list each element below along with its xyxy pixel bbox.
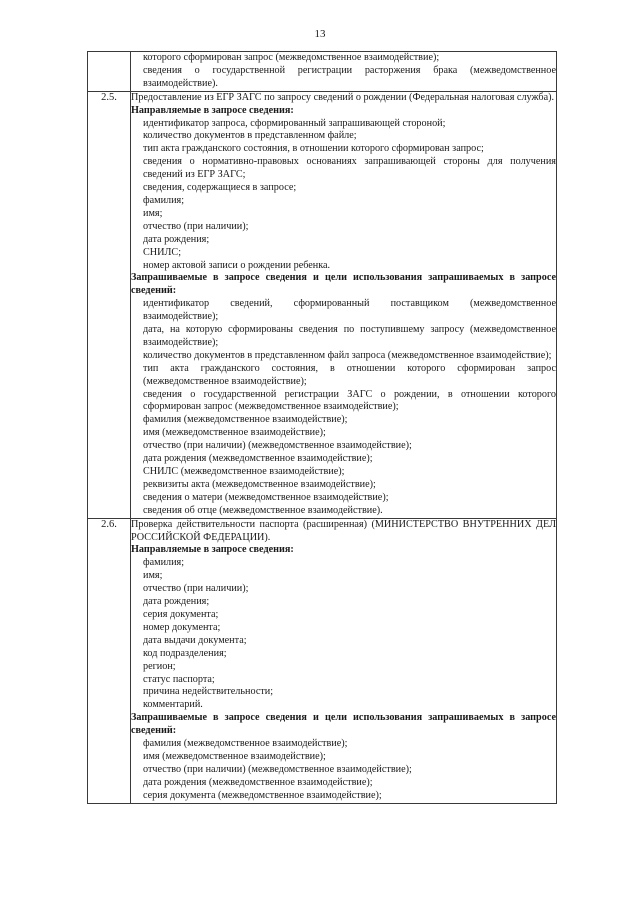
list-item: имя (межведомственное взаимодействие); [143, 427, 326, 439]
list-item: номер актовой записи о рождении ребенка. [143, 259, 331, 271]
list-item: дата рождения; [143, 233, 210, 245]
table-row [88, 52, 557, 92]
section-heading: Направляемые в запросе сведения: [131, 104, 294, 116]
list-item: СНИЛС (межведомственное взаимодействие); [143, 466, 345, 477]
list-item: которого сформирован запрос (межведомственное взаимодействие); [143, 52, 440, 63]
row-content-cell [131, 518, 557, 803]
row-number-cell [88, 52, 131, 92]
list-item: сведения о нормативно-правовых основаниях запрашивающей стороны для получения сведений из ЕГР ЗАГС; [143, 156, 556, 181]
row-number: 2.6. [101, 518, 117, 530]
row-content-cell [131, 91, 557, 518]
list-item: Предоставление из ЕГР ЗАГС по запросу сведений о рождении (Федеральная налоговая служба). [131, 91, 555, 103]
list-item: реквизиты акта (межведомственное взаимодействие); [143, 478, 376, 490]
list-item: количество документов в представленном файл запроса (межведомственное взаимодействие); [143, 349, 552, 361]
list-item: имя; [143, 207, 163, 219]
list-item: отчество (при наличии) (межведомственное взаимодействие); [143, 763, 412, 775]
section-heading: Направляемые в запросе сведения: [131, 544, 294, 556]
section-heading: Запрашиваемые в запросе сведения и цели использования запрашиваемых в запросе сведений: [131, 712, 556, 737]
list-item: фамилия; [143, 194, 185, 206]
list-item: серия документа; [143, 608, 219, 620]
list-item: фамилия; [143, 557, 185, 569]
list-item: комментарий. [143, 699, 203, 711]
list-item: фамилия (межведомственное взаимодействие); [143, 414, 348, 426]
list-item: номер документа; [143, 621, 221, 633]
list-item: отчество (при наличии); [143, 583, 249, 595]
list-item: СНИЛС; [143, 246, 182, 258]
requirements-table [87, 51, 557, 804]
list-item: имя (межведомственное взаимодействие); [143, 750, 326, 762]
row-number-cell [88, 91, 131, 518]
list-item: фамилия (межведомственное взаимодействие); [143, 738, 348, 750]
list-item: дата выдачи документа; [143, 634, 247, 646]
list-item: статус паспорта; [143, 673, 215, 685]
list-item: имя; [143, 570, 163, 582]
list-item: количество документов в представленном файле; [143, 130, 357, 142]
list-item: дата, на которую сформированы сведения по поступившему запросу (межведомственное взаимодействие); [143, 324, 556, 348]
table-row [88, 518, 557, 803]
list-item: код подразделения; [143, 647, 227, 659]
list-item: идентификатор запроса, сформированный запрашивающей стороной; [143, 117, 446, 129]
list-item: причина недействительности; [143, 686, 274, 698]
section-heading: Запрашиваемые в запросе сведения и цели использования запрашиваемых в запросе сведений: [131, 272, 556, 297]
row-number-cell [88, 518, 131, 803]
list-item: тип акта гражданского состояния, в отношении которого сформирован запрос (межведомственное взаимодействие); [143, 362, 556, 387]
list-item: регион; [143, 660, 176, 672]
list-item: Проверка действительности паспорта (расширенная) (МИНИСТЕРСТВО ВНУТРЕННИХ ДЕЛ РОССИЙСКОЙ ФЕДЕРАЦИИ). [131, 518, 556, 543]
list-item: отчество (при наличии); [143, 220, 249, 232]
list-item: дата рождения; [143, 596, 210, 608]
list-item: отчество (при наличии) (межведомственное взаимодействие); [143, 440, 412, 452]
row-number: 2.5. [101, 91, 117, 103]
list-item: сведения о государственной регистрации расторжения брака (межведомственное взаимодействие). [143, 64, 556, 89]
list-item: сведения, содержащиеся в запросе; [143, 182, 297, 194]
list-item: серия документа (межведомственное взаимодействие); [143, 789, 382, 801]
list-item: дата рождения (межведомственное взаимодействие); [143, 776, 373, 788]
list-item: сведения о матери (межведомственное взаимодействие); [143, 491, 389, 503]
row-content-cell [131, 52, 557, 92]
table-body [88, 52, 557, 804]
list-item: дата рождения (межведомственное взаимодействие); [143, 453, 373, 465]
list-item: сведения о государственной регистрации ЗАГС о рождении, в отношении которого сформирован запрос (межведомственное взаимодействие); [143, 388, 556, 413]
list-item: тип акта гражданского состояния, в отношении которого сформирован запрос; [143, 143, 484, 155]
list-item: идентификатор сведений, сформированный поставщиком (межведомственное взаимодействие); [143, 298, 556, 323]
page-number: 13 [314, 28, 326, 40]
list-item: сведения об отце (межведомственное взаимодействие). [143, 504, 383, 516]
table-row [88, 91, 557, 518]
